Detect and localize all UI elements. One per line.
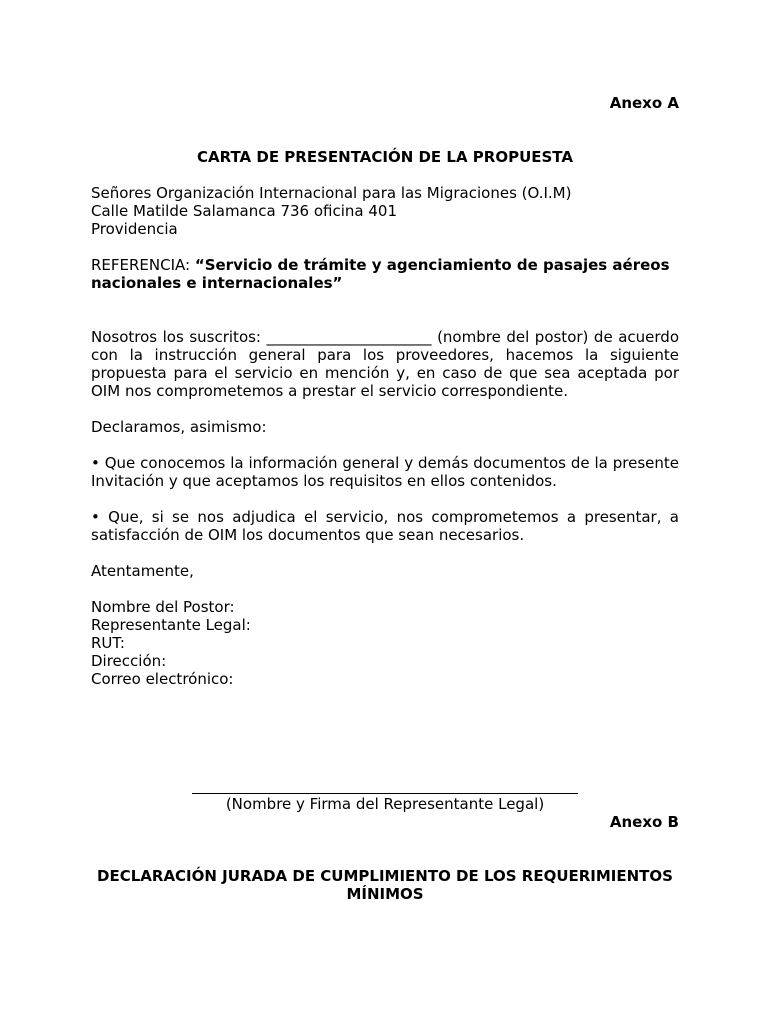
annex-a-title: CARTA DE PRESENTACIÓN DE LA PROPUESTA bbox=[196, 148, 573, 166]
reference-text: “Servicio de trámite y agenciamiento de pasajes aéreos nacionales e internacionales” bbox=[91, 256, 670, 292]
declaration-intro: Declaramos, asimismo: bbox=[91, 418, 267, 436]
annex-b-title-line-2: MÍNIMOS bbox=[346, 885, 424, 903]
declaration-bullet-1: • Que conocemos la información general y demás documentos de la presente Invitación y que aceptamos los requisitos en ellos contenidos. bbox=[91, 454, 679, 490]
bidder-fields bbox=[91, 598, 679, 688]
field-address: Dirección: bbox=[91, 652, 167, 670]
annex-a-label: Anexo A bbox=[609, 94, 679, 112]
addressee-block bbox=[91, 184, 679, 238]
closing-salutation: Atentamente, bbox=[91, 562, 194, 580]
signature-caption: (Nombre y Firma del Representante Legal) bbox=[225, 795, 545, 813]
declaration-bullet-2: • Que, si se nos adjudica el servicio, nos comprometemos a presentar, a satisfacción de OIM los documentos que sean necesarios. bbox=[91, 508, 679, 544]
annex-b-title-line-1: DECLARACIÓN JURADA DE CUMPLIMIENTO DE LOS REQUERIMIENTOS bbox=[97, 867, 673, 885]
annex-b-label: Anexo B bbox=[609, 813, 679, 831]
field-legal-representative: Representante Legal: bbox=[91, 616, 251, 634]
field-rut: RUT: bbox=[91, 634, 125, 652]
signature-line bbox=[192, 793, 578, 794]
intro-paragraph: Nosotros los suscritos: ______________________ (nombre del postor) de acuerdo con la instrucción general para los proveedores, hacemos la siguiente propuesta para el servicio en mención y, en caso de que sea aceptada por OIM nos comprometemos a prestar el servicio correspondiente. bbox=[91, 328, 679, 400]
reference-label: REFERENCIA: bbox=[91, 256, 195, 274]
field-email: Correo electrónico: bbox=[91, 670, 234, 688]
address-city-line: Providencia bbox=[91, 220, 178, 238]
field-bidder-name: Nombre del Postor: bbox=[91, 598, 235, 616]
addressee-line: Señores Organización Internacional para las Migraciones (O.I.M) bbox=[91, 184, 572, 202]
annex-b-title bbox=[81, 867, 689, 903]
address-street-line: Calle Matilde Salamanca 736 oficina 401 bbox=[91, 202, 397, 220]
reference-block bbox=[91, 256, 679, 292]
